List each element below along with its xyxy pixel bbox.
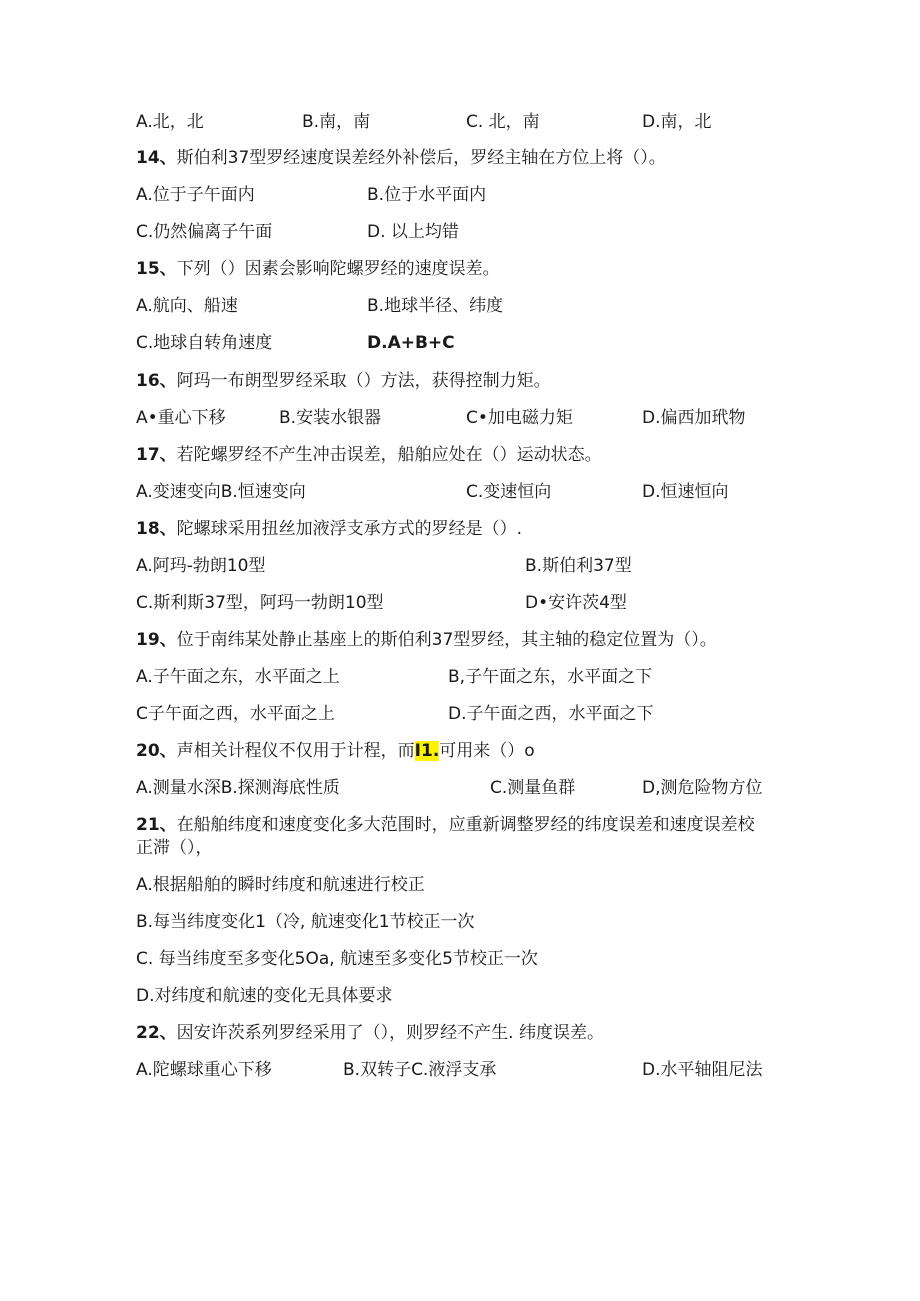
option-a-b: A.变速变向B.恒速变向: [136, 482, 306, 502]
question-stem: 若陀螺罗经不产生冲击误差，船舶应处在（）运动状态。: [176, 445, 602, 465]
options-row-18a: [0, 551, 920, 581]
question-15: [0, 254, 920, 284]
options-row-18b: [0, 588, 920, 618]
option-c: C.地球自转角速度: [136, 333, 273, 353]
question-15-text: [136, 254, 500, 284]
question-number: 18、: [136, 519, 177, 539]
options-row-21b: [0, 907, 920, 937]
option-a: A.根据船舶的瞬时纬度和航速进行校正: [136, 875, 425, 895]
question-stem: 因安许茨系列罗经采用了（），则罗经不产生. 纬度误差。: [176, 1023, 604, 1043]
question-number: 22、: [136, 1023, 177, 1043]
options-row-19b: [0, 699, 920, 729]
options-row-20: [0, 773, 920, 803]
question-number: 17、: [136, 445, 177, 465]
option-d: D.水平轴阻尼法: [642, 1060, 763, 1080]
question-14: [0, 143, 920, 173]
option-a: A.子午面之东，水平面之上: [136, 667, 340, 687]
option-d: D.偏西加玳物: [642, 408, 746, 428]
option-c: C.测量鱼群: [490, 778, 576, 798]
option-c: C.斯利斯37型，阿玛一勃朗10型: [136, 593, 384, 613]
option-c: C•加电磁力矩: [466, 408, 573, 428]
question-stem: 斯伯利37型罗经速度误差经外补偿后，罗经主轴在方位上将（）。: [176, 148, 666, 168]
question-19-text: [136, 625, 717, 655]
question-16-text: [136, 366, 551, 396]
question-17: [0, 440, 920, 470]
option-c: C.变速恒向: [466, 482, 552, 502]
question-18-text: [136, 514, 522, 544]
option-c: C. 北，南: [466, 112, 540, 132]
question-stem-part1: 声相关计程仪不仅用于计程，而: [176, 741, 415, 761]
option-a: A.阿玛-勃朗10型: [136, 556, 266, 576]
option-a: A.陀螺球重心下移: [136, 1060, 272, 1080]
question-number: 21、: [136, 815, 177, 835]
option-d: D•安许茨4型: [525, 593, 627, 613]
question-number: 14、: [136, 148, 177, 168]
option-b: B.每当纬度变化1（冷, 航速变化1节校正一次: [136, 912, 475, 932]
question-22: [0, 1018, 920, 1048]
question-number: 19、: [136, 630, 177, 650]
question-number: 15、: [136, 259, 177, 279]
options-row-16: [0, 403, 920, 433]
options-row-14a: [0, 180, 920, 210]
question-stem: 下列（）因素会影响陀螺罗经的速度误差。: [176, 259, 500, 279]
question-stem-continued: 正滞（），: [136, 838, 213, 858]
question-16: [0, 366, 920, 396]
option-c: C. 每当纬度至多变化5Oa, 航速至多变化5节校正一次: [136, 949, 538, 969]
option-a: A•重心下移: [136, 408, 226, 428]
options-row-14b: [0, 217, 920, 247]
options-row-21c: [0, 944, 920, 974]
option-d: D.恒速恒向: [642, 482, 729, 502]
options-row-17: [0, 477, 920, 507]
option-b: B.地球半径、纬度: [367, 296, 504, 316]
option-d: D. 以上均错: [367, 222, 459, 242]
option-a-b: A.测量水深B.探测海底性质: [136, 778, 340, 798]
highlighted-text: I1.: [414, 741, 440, 761]
question-17-text: [136, 440, 602, 470]
option-b: B.斯伯利37型: [525, 556, 632, 576]
question-stem: 阿玛一布朗型罗经采取（）方法，获得控制力矩。: [176, 371, 551, 391]
question-number: 16、: [136, 371, 177, 391]
options-row-15b: [0, 328, 920, 358]
option-c: C.仍然偏离子午面: [136, 222, 273, 242]
option-a: A.航向、船速: [136, 296, 238, 316]
question-stem: 陀螺球采用扭丝加液浮支承方式的罗经是（）.: [176, 519, 523, 539]
question-19: [0, 625, 920, 655]
question-18: [0, 514, 920, 544]
question-stem-part2: 可用来（）o: [439, 741, 535, 761]
option-d: D.南，北: [642, 112, 712, 132]
option-d: D.子午面之西，水平面之下: [448, 704, 654, 724]
option-c: C子午面之西，水平面之上: [136, 704, 335, 724]
option-b: B,子午面之东，水平面之下: [448, 667, 653, 687]
question-14-text: [136, 143, 666, 173]
question-number: 20、: [136, 741, 177, 761]
question-22-text: [136, 1018, 604, 1048]
question-20: [0, 736, 920, 766]
options-row-21d: [0, 981, 920, 1011]
option-b: B.安装水银器: [279, 408, 382, 428]
option-d: D.A+B+C: [367, 333, 455, 353]
options-row-15a: [0, 291, 920, 321]
options-row-13: [0, 107, 920, 137]
option-d: D.对纬度和航速的变化无具体要求: [136, 986, 393, 1006]
option-a: A.位于子午面内: [136, 185, 255, 205]
option-b: B.南，南: [302, 112, 371, 132]
question-stem: 在船舶纬度和速度变化多大范围时，应重新调整罗经的纬度误差和速度误差校: [176, 815, 755, 835]
option-b-c: B.双转子C.液浮支承: [343, 1060, 497, 1080]
option-d: D,测危险物方位: [642, 778, 763, 798]
question-21-line2: [0, 833, 920, 863]
options-row-22: [0, 1055, 920, 1085]
options-row-21a: [0, 870, 920, 900]
question-20-text: [136, 736, 535, 766]
option-b: B.位于水平面内: [367, 185, 487, 205]
question-stem: 位于南纬某处静止基座上的斯伯利37型罗经，其主轴的稳定位置为（）。: [176, 630, 717, 650]
option-a: A.北，北: [136, 112, 204, 132]
options-row-19a: [0, 662, 920, 692]
